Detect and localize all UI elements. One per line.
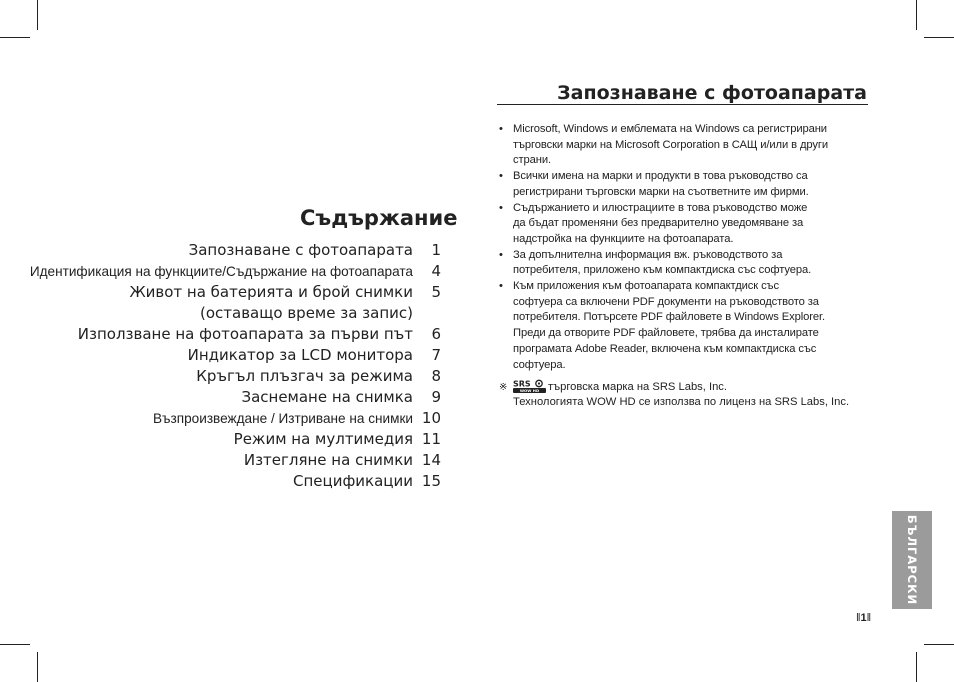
list-item <box>499 279 859 373</box>
toc-entry-label: Използване на фотоапарата за първи път <box>77 325 413 343</box>
toc-entry-page: 15 <box>421 472 441 490</box>
toc-entry[interactable] <box>30 346 441 367</box>
bullet-line: софтуера са включени PDF документи на ръководството за <box>513 295 819 308</box>
toc-entry-label: Живот на батерията и брой снимки <box>129 283 413 301</box>
toc-entry-page: 9 <box>431 388 441 406</box>
bullet-line: регистрирани търговски марки на съответните им фирми. <box>513 185 809 198</box>
bullet-line: Преди да отворите PDF файловете, трябва да инсталирате <box>513 327 819 340</box>
toc-entry[interactable] <box>30 451 441 472</box>
bullet-line: софтуера. <box>513 358 566 371</box>
toc-entry[interactable] <box>30 430 441 451</box>
bullet-line: да бъдат променяни без предварително уведомяване за <box>513 217 804 230</box>
bullet-line: потребителя. Потърсете PDF файловете в Windows Explorer. <box>513 311 826 324</box>
toc-entry-page: 7 <box>431 346 441 364</box>
toc-entry[interactable] <box>30 388 441 409</box>
toc-entry-label: (оставащо време за запис) <box>200 304 413 322</box>
section-title: Запознаване с фотоапарата <box>557 82 867 104</box>
svg-text:WOW HD: WOW HD <box>519 388 540 393</box>
crop-mark-top-right-v <box>916 0 917 30</box>
toc-entry-label: Режим на мултимедия <box>233 430 413 448</box>
toc-entry[interactable] <box>30 472 441 493</box>
toc-entry[interactable] <box>30 262 441 283</box>
toc-title: Съдържание <box>300 206 458 230</box>
bullet-icon: • <box>499 201 503 214</box>
crop-mark-top-right-h <box>924 37 954 38</box>
note-line <box>499 379 859 395</box>
toc-entry-label: Изтегляне на снимки <box>243 451 413 469</box>
bullet-line: Всички имена на марки и продукти в това ръководство са <box>513 170 808 183</box>
toc-entry-page: 5 <box>431 283 441 301</box>
notice-list <box>499 122 859 373</box>
list-item <box>499 169 859 200</box>
list-item <box>499 248 859 279</box>
bullet-icon: • <box>499 123 503 135</box>
page-number-value: 1 <box>860 612 867 624</box>
crop-mark-top-left-v <box>37 0 38 30</box>
crop-mark-bottom-left-v <box>37 652 38 682</box>
page-number: ‖1‖ <box>856 612 872 624</box>
note-line: Технологията WOW HD се използва по лиценз на SRS Labs, Inc. <box>513 396 850 408</box>
toc-entry-label: Индикатор за LCD монитора <box>187 346 413 364</box>
bullet-icon: • <box>499 280 503 293</box>
note-text: търговска марка на SRS Labs, Inc. <box>548 381 728 393</box>
bullet-line: потребителя, приложено към компактдиска със софтуера. <box>513 264 812 277</box>
bullet-line: Към приложения към фотоапарата компактдиск със <box>513 280 779 293</box>
toc-entry-page: 1 <box>431 241 441 259</box>
toc-entry-label: Запознаване с фотоапарата <box>188 241 413 259</box>
bullet-line: Съдържанието и илюстрациите в това ръководство може <box>513 201 808 214</box>
table-of-contents <box>30 241 441 493</box>
toc-entry-page: 14 <box>421 451 441 469</box>
crop-mark-top-left-h <box>0 37 30 38</box>
language-tab-label: БЪЛГАРСКИ <box>905 514 919 606</box>
toc-entry-page: 4 <box>431 262 441 280</box>
bullet-icon: • <box>499 248 503 261</box>
srs-wow-hd-logo-icon <box>513 379 546 393</box>
toc-entry[interactable] <box>30 367 441 388</box>
list-item <box>499 201 859 248</box>
crop-mark-bottom-right-v <box>916 652 917 682</box>
heading-rule <box>497 104 868 105</box>
toc-entry[interactable] <box>30 241 441 262</box>
toc-entry-label: Кръгъл плъзгач за режима <box>196 367 413 385</box>
toc-entry-page: 8 <box>431 367 441 385</box>
trademark-note <box>499 379 859 410</box>
toc-entry-page: 11 <box>421 430 441 448</box>
toc-entry-page: 10 <box>421 409 441 427</box>
bullet-line: търговски марки на Microsoft Corporation в САЩ и/или в други <box>513 138 829 151</box>
language-tab[interactable] <box>892 511 932 609</box>
crop-mark-bottom-right-h <box>924 644 954 645</box>
toc-entry[interactable] <box>30 409 441 430</box>
svg-text:SRS: SRS <box>513 379 531 389</box>
toc-entry-page: 6 <box>431 325 441 343</box>
bullet-icon: • <box>499 170 503 183</box>
note-symbol: ※ <box>499 382 508 393</box>
bullet-line: страни. <box>513 154 551 167</box>
bullet-line: За допълнителна информация вж. ръководството за <box>513 248 783 261</box>
crop-mark-bottom-left-h <box>0 644 30 645</box>
list-item <box>499 122 859 169</box>
toc-entry-label: Заснемане на снимка <box>241 388 413 406</box>
toc-entry-label: Спецификации <box>293 472 413 490</box>
toc-entry[interactable] <box>30 283 441 304</box>
toc-entry[interactable] <box>30 325 441 346</box>
bullet-line: надстройка на функциите на фотоапарата. <box>513 232 734 245</box>
toc-entry-continuation[interactable] <box>30 304 441 325</box>
bullet-line: Microsoft, Windows и емблемата на Windows са регистрирани <box>513 123 827 135</box>
bullet-line: програмата Adobe Reader, включена към компактдиска със <box>513 342 817 355</box>
toc-entry-label: Идентификация на функциите/Съдържание на фотоапарата <box>29 264 413 279</box>
toc-entry-label: Възпроизвеждане / Изтриване на снимки <box>152 411 413 426</box>
